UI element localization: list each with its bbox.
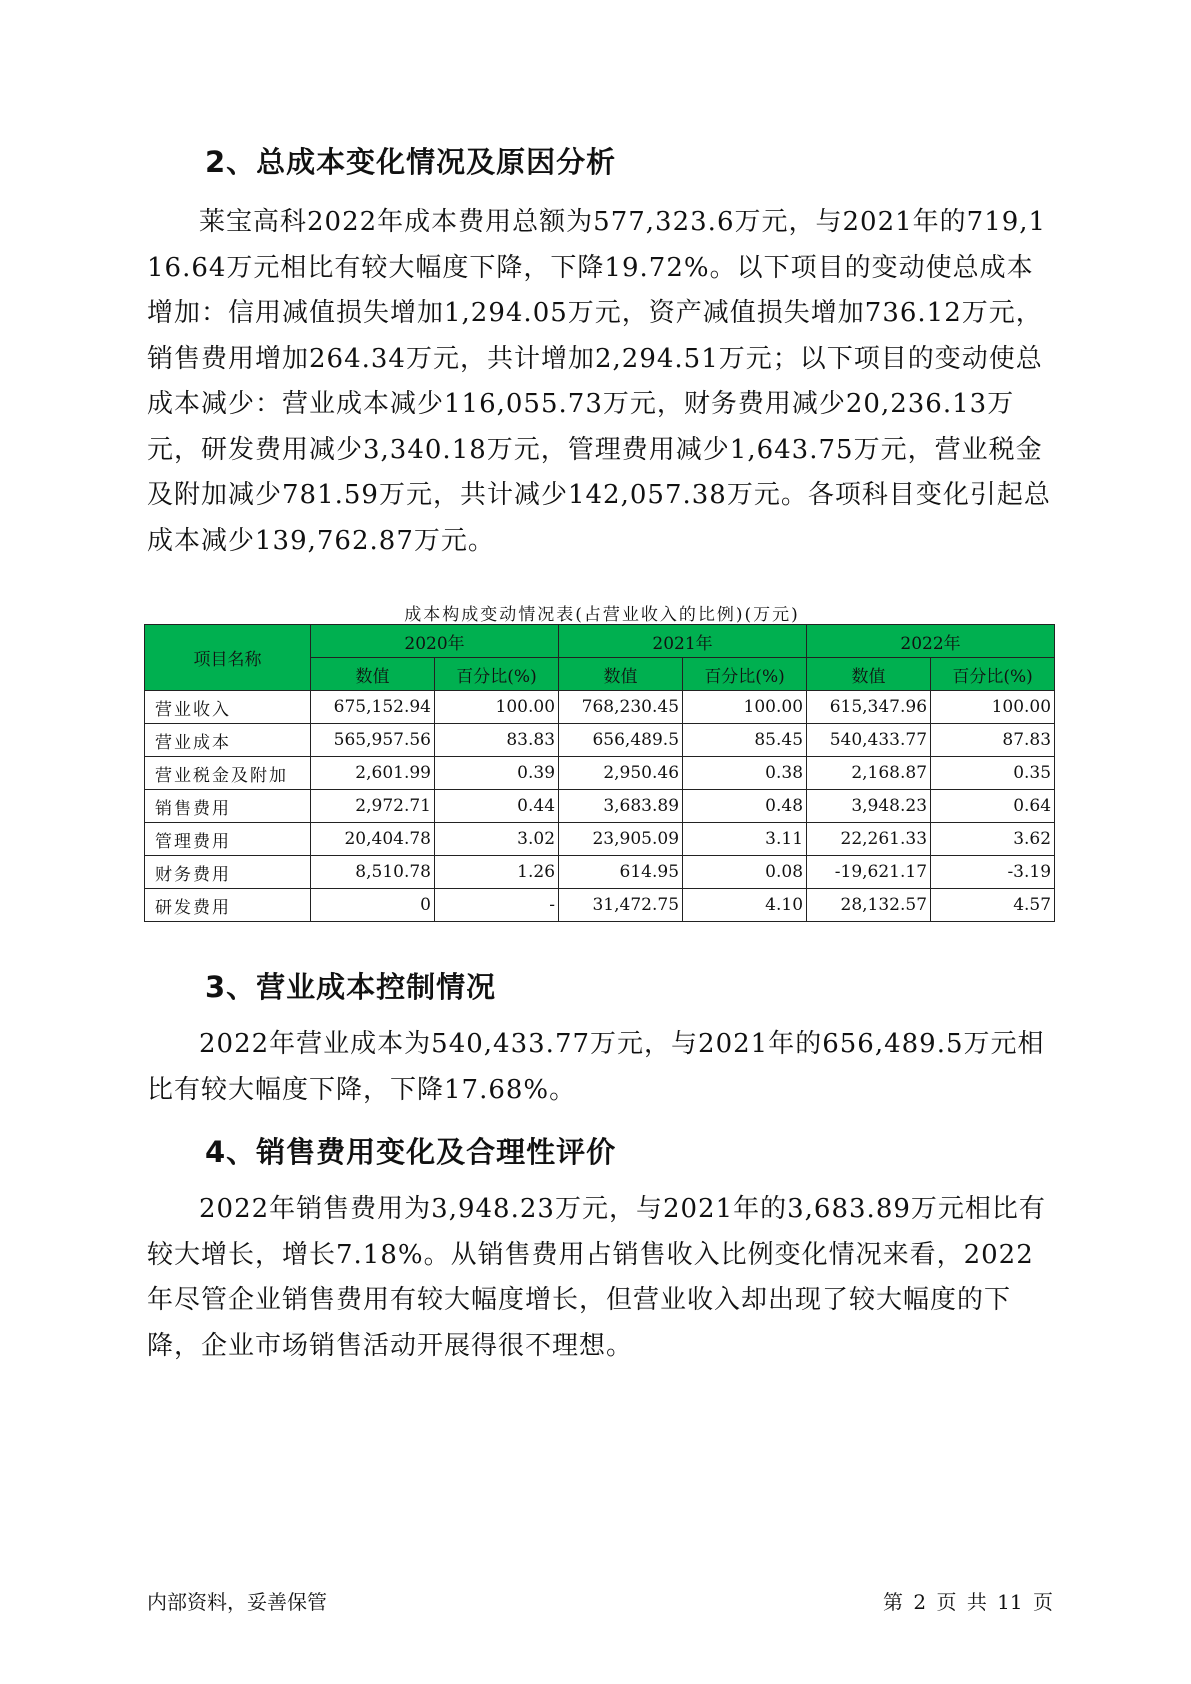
cell-value-2020: 565,957.56	[311, 724, 435, 757]
cell-value-2021: 768,230.45	[559, 691, 683, 724]
header-item-name: 项目名称	[145, 625, 311, 691]
header-value-2021: 数值	[559, 658, 683, 691]
header-value-2022: 数值	[807, 658, 931, 691]
section-heading-operating-cost: 3、营业成本控制情况	[205, 970, 497, 1004]
cell-pct-2020: 0.44	[435, 790, 559, 823]
row-label: 营业成本	[145, 724, 311, 757]
cost-structure-table	[144, 624, 1055, 922]
row-label: 销售费用	[145, 790, 311, 823]
table-row	[145, 757, 1055, 790]
cell-value-2022: 22,261.33	[807, 823, 931, 856]
table-caption: 成本构成变动情况表(占营业收入的比例)(万元)	[404, 605, 800, 625]
cell-value-2020: 2,601.99	[311, 757, 435, 790]
cell-value-2021: 656,489.5	[559, 724, 683, 757]
paragraph-selling-expense: 2022年销售费用为3,948.23万元，与2021年的3,683.89万元相比有较大增长，增长7.18%。从销售费用占销售收入比例变化情况来看，2022年尽管企业销售费用有较大幅度增长，但营业收入却出现了较大幅度的下降，企业市场销售活动开展得很不理想。	[147, 1194, 1046, 1361]
header-pct-2022: 百分比(%)	[931, 658, 1055, 691]
header-value-2020: 数值	[311, 658, 435, 691]
cell-pct-2021: 85.45	[683, 724, 807, 757]
cell-pct-2022: 4.57	[931, 889, 1055, 922]
cell-value-2021: 3,683.89	[559, 790, 683, 823]
cell-value-2022: -19,621.17	[807, 856, 931, 889]
cell-pct-2022: 3.62	[931, 823, 1055, 856]
cell-pct-2022: -3.19	[931, 856, 1055, 889]
cell-pct-2022: 100.00	[931, 691, 1055, 724]
cell-pct-2020: 83.83	[435, 724, 559, 757]
section-heading-total-cost: 2、总成本变化情况及原因分析	[205, 145, 617, 179]
cell-value-2020: 20,404.78	[311, 823, 435, 856]
row-label: 管理费用	[145, 823, 311, 856]
table-row	[145, 724, 1055, 757]
table-row	[145, 856, 1055, 889]
section-heading-selling-expense: 4、销售费用变化及合理性评价	[205, 1135, 617, 1169]
cell-pct-2020: 100.00	[435, 691, 559, 724]
cell-pct-2021: 0.38	[683, 757, 807, 790]
cell-value-2022: 2,168.87	[807, 757, 931, 790]
paragraph-total-cost: 莱宝高科2022年成本费用总额为577,323.6万元，与2021年的719,116.64万元相比有较大幅度下降，下降19.72%。以下项目的变动使总成本增加：信用减值损失增加1,294.05万元，资产减值损失增加736.12万元，销售费用增加264.34万元，共计增加2,294.51万元；以下项目的变动使总成本减少：营业成本减少116,055.73万元，财务费用减少20,236.13万元，研发费用减少3,340.18万元，管理费用减少1,643.75万元，营业税金及附加减少781.59万元，共计减少142,057.38万元。各项科目变化引起总成本减少139,762.87万元。	[147, 207, 1051, 556]
cell-pct-2021: 0.48	[683, 790, 807, 823]
header-pct-2021: 百分比(%)	[683, 658, 807, 691]
row-label: 营业收入	[145, 691, 311, 724]
cell-value-2022: 615,347.96	[807, 691, 931, 724]
header-pct-2020: 百分比(%)	[435, 658, 559, 691]
table-row	[145, 823, 1055, 856]
cell-value-2021: 614.95	[559, 856, 683, 889]
cell-value-2022: 3,948.23	[807, 790, 931, 823]
cell-value-2020: 675,152.94	[311, 691, 435, 724]
header-year-2022: 2022年	[807, 625, 1055, 658]
cell-pct-2022: 87.83	[931, 724, 1055, 757]
table-row	[145, 691, 1055, 724]
cell-pct-2020: 0.39	[435, 757, 559, 790]
cell-pct-2020: 3.02	[435, 823, 559, 856]
table-header-row-years	[145, 625, 1055, 658]
footer-page-number: 第 2 页 共 11 页	[883, 1590, 1053, 1614]
cell-pct-2021: 3.11	[683, 823, 807, 856]
cell-pct-2021: 4.10	[683, 889, 807, 922]
cell-pct-2021: 100.00	[683, 691, 807, 724]
cell-value-2022: 540,433.77	[807, 724, 931, 757]
paragraph-operating-cost: 2022年营业成本为540,433.77万元，与2021年的656,489.5万元相比有较大幅度下降，下降17.68%。	[147, 1029, 1045, 1105]
header-year-2020: 2020年	[311, 625, 559, 658]
cell-pct-2021: 0.08	[683, 856, 807, 889]
cell-value-2020: 0	[311, 889, 435, 922]
row-label: 营业税金及附加	[145, 757, 311, 790]
cell-pct-2022: 0.35	[931, 757, 1055, 790]
cell-value-2020: 2,972.71	[311, 790, 435, 823]
cell-pct-2020: 1.26	[435, 856, 559, 889]
footer-confidential-note: 内部资料，妥善保管	[147, 1590, 327, 1614]
cell-pct-2022: 0.64	[931, 790, 1055, 823]
cell-pct-2020: -	[435, 889, 559, 922]
cell-value-2021: 23,905.09	[559, 823, 683, 856]
table-row	[145, 790, 1055, 823]
header-year-2021: 2021年	[559, 625, 807, 658]
row-label: 财务费用	[145, 856, 311, 889]
table-row	[145, 889, 1055, 922]
cell-value-2021: 31,472.75	[559, 889, 683, 922]
cell-value-2021: 2,950.46	[559, 757, 683, 790]
row-label: 研发费用	[145, 889, 311, 922]
cell-value-2022: 28,132.57	[807, 889, 931, 922]
cell-value-2020: 8,510.78	[311, 856, 435, 889]
